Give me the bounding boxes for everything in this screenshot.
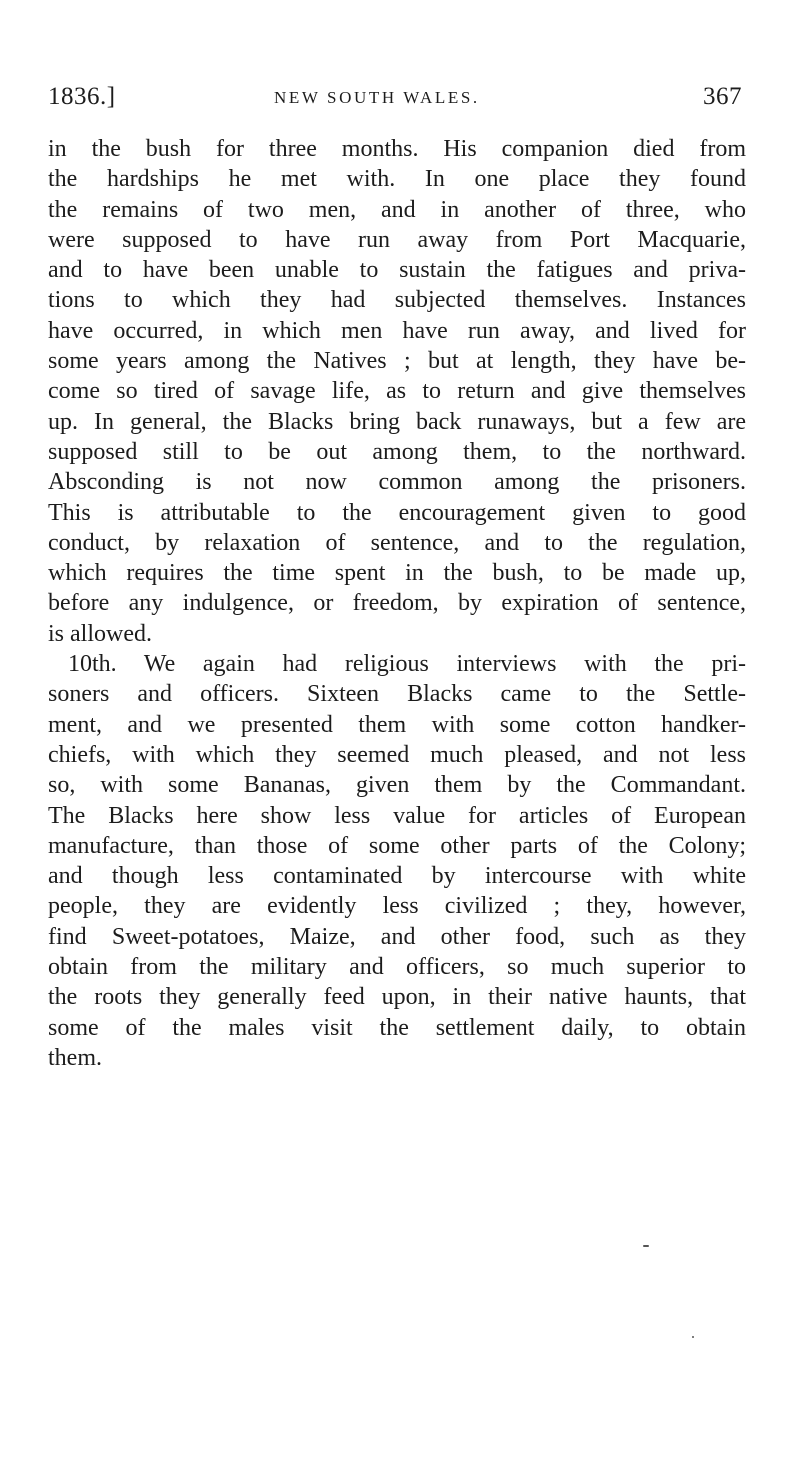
text-line: and to have been unable to sustain the fatigues and priva- [48, 257, 746, 284]
text-line: before any indulgence, or freedom, by expiration of sentence, [48, 590, 746, 617]
text-line: up. In general, the Blacks bring back runaways, but a few are [48, 408, 746, 435]
text-line: tions to which they had subjected themselves. Instances [48, 287, 746, 314]
text-line: find Sweet-potatoes, Maize, and other food, such as they [48, 923, 746, 950]
text-line: ment, and we presented them with some cotton handker- [48, 711, 746, 738]
text-line: some of the males visit the settlement daily, to obtain [48, 1014, 746, 1041]
text-line: so, with some Bananas, given them by the Commandant. [48, 772, 746, 799]
body-text [48, 134, 746, 1073]
text-line: some years among the Natives ; but at length, they have be- [48, 348, 746, 375]
running-head-title: NEW SOUTH WALES. [274, 88, 480, 107]
text-line: soners and officers. Sixteen Blacks came to the Settle- [48, 681, 746, 708]
text-line: is allowed. [48, 620, 152, 647]
text-line: were supposed to have run away from Port Macquarie, [48, 226, 746, 253]
text-line: people, they are evidently less civilized ; they, however, [48, 893, 746, 920]
running-head [48, 80, 742, 114]
text-line: in the bush for three months. His companion died from [48, 136, 746, 162]
text-line: Absconding is not now common among the prisoners. [48, 469, 746, 496]
text-line: manufacture, than those of some other parts of the Colony; [48, 832, 746, 859]
text-line: the roots they generally feed upon, in their native haunts, that [48, 984, 746, 1011]
text-line: supposed still to be out among them, to the northward. [48, 438, 746, 465]
text-line: the hardships he met with. In one place they found [48, 166, 746, 193]
text-line: The Blacks here show less value for articles of European [48, 802, 746, 829]
text-line: obtain from the military and officers, so much superior to [48, 954, 746, 981]
text-line: come so tired of savage life, as to return and give themselves [48, 378, 746, 405]
scan-speck [692, 1336, 694, 1338]
text-line: chiefs, with which they seemed much pleased, and not less [48, 741, 746, 768]
text-line: conduct, by relaxation of sentence, and to the regulation, [48, 529, 746, 556]
text-line: the remains of two men, and in another of three, who [48, 196, 746, 223]
scan-speck [643, 1245, 649, 1247]
text-line: have occurred, in which men have run away, and lived for [48, 317, 746, 344]
text-line: them. [48, 1044, 102, 1071]
running-head-year: 1836.] [48, 83, 116, 110]
page-number: 367 [703, 83, 742, 110]
text-line: which requires the time spent in the bush, to be made up, [48, 560, 746, 587]
text-line: and though less contaminated by intercourse with white [48, 863, 746, 890]
text-line: This is attributable to the encouragement given to good [48, 499, 746, 526]
text-line: 10th. We again had religious interviews with the pri- [68, 651, 746, 678]
